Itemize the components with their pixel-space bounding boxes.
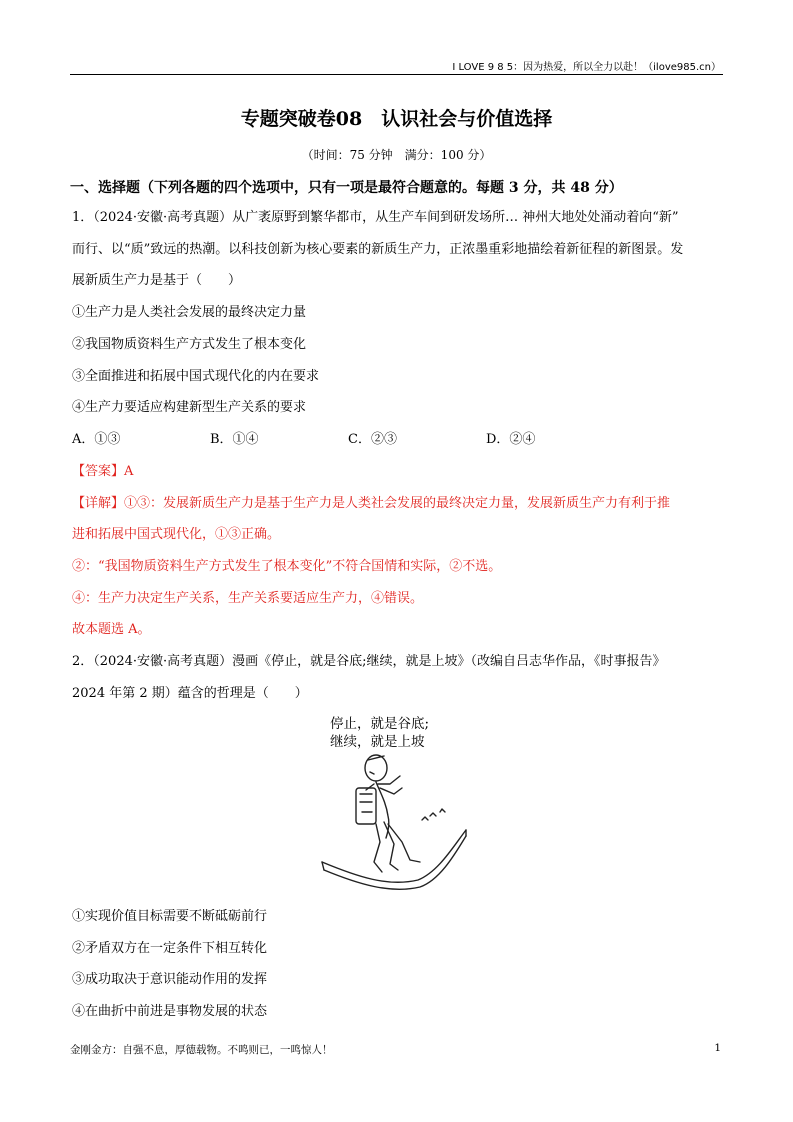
- q1-detail-line4: ④：生产力决定生产关系，生产关系要适应生产力，④错误。: [72, 591, 424, 606]
- q1-option-a: A．①③: [72, 432, 121, 447]
- q1-stem-line1: 1．（2024·安徽·高考真题）从广袤原野到繁华都市，从生产车间到研发场所… 神州大地处处涌动着向“新”: [72, 210, 679, 225]
- q2-stem-line2: 2024 年第 2 期）蕴含的哲理是（ ）: [72, 686, 308, 701]
- q1-option-c: C．②③: [348, 432, 397, 447]
- q1-item-4: ④生产力要适应构建新型生产关系的要求: [72, 400, 307, 415]
- q2-item-4: ④在曲折中前进是事物发展的状态: [72, 1004, 268, 1019]
- q1-option-d: D．②④: [486, 432, 536, 447]
- exam-info: （时间：75 分钟 满分：100 分）: [301, 148, 492, 162]
- section-heading: 一、选择题（下列各题的四个选项中，只有一项是最符合题意的。每题 3 分，共 48 分）: [70, 180, 623, 196]
- cartoon-caption-line2: 继续，就是上坡: [330, 734, 425, 750]
- q1-item-3: ③全面推进和拓展中国式现代化的内在要求: [72, 369, 320, 384]
- q1-options: [72, 433, 624, 446]
- q1-stem-line3: 展新质生产力是基于（ ）: [72, 273, 242, 288]
- q1-item-2: ②我国物质资料生产方式发生了根本变化: [72, 337, 307, 352]
- climbing-man-illustration: [318, 712, 468, 898]
- q2-item-1: ①实现价值目标需要不断砥砺前行: [72, 909, 268, 924]
- q2-item-2: ②矛盾双方在一定条件下相互转化: [72, 941, 268, 956]
- q2-stem-line1: 2．（2024·安徽·高考真题）漫画《停止，就是谷底;继续，就是上坡》（改编自吕志华作品，《时事报告》: [72, 654, 666, 669]
- q1-detail-line3: ②：“我国物质资料生产方式发生了根本变化”不符合国情和实际，②不选。: [72, 559, 502, 574]
- footer-motto: 金刚金方：自强不息，厚德载物。不鸣则已，一鸣惊人！: [70, 1044, 333, 1056]
- q1-option-b: B．①④: [210, 432, 259, 447]
- header-rule: [70, 74, 723, 75]
- q2-item-3: ③成功取决于意识能动作用的发挥: [72, 972, 268, 987]
- page-number: 1: [714, 1042, 721, 1054]
- page-title: 专题突破卷08 认识社会与价值选择: [240, 108, 553, 130]
- q1-item-1: ①生产力是人类社会发展的最终决定力量: [72, 305, 307, 320]
- page-header: I LOVE 9 8 5：因为热爱，所以全力以赴！（ilove985.cn）: [452, 62, 721, 73]
- q1-detail-line2: 进和拓展中国式现代化，①③正确。: [72, 527, 281, 542]
- q1-answer: 【答案】A: [72, 464, 134, 479]
- q1-stem-line2: 而行、以“质”致远的热潮。以科技创新为核心要素的新质生产力，正浓墨重彩地描绘着新征程的新图景。发: [72, 242, 684, 257]
- q1-detail-line1: 【详解】①③：发展新质生产力是基于生产力是人类社会发展的最终决定力量，发展新质生产力有利于推: [72, 496, 671, 511]
- q1-conclusion: 故本题选 A。: [72, 622, 151, 637]
- cartoon-figure: [318, 712, 468, 898]
- cartoon-caption-line1: 停止，就是谷底;: [330, 716, 430, 732]
